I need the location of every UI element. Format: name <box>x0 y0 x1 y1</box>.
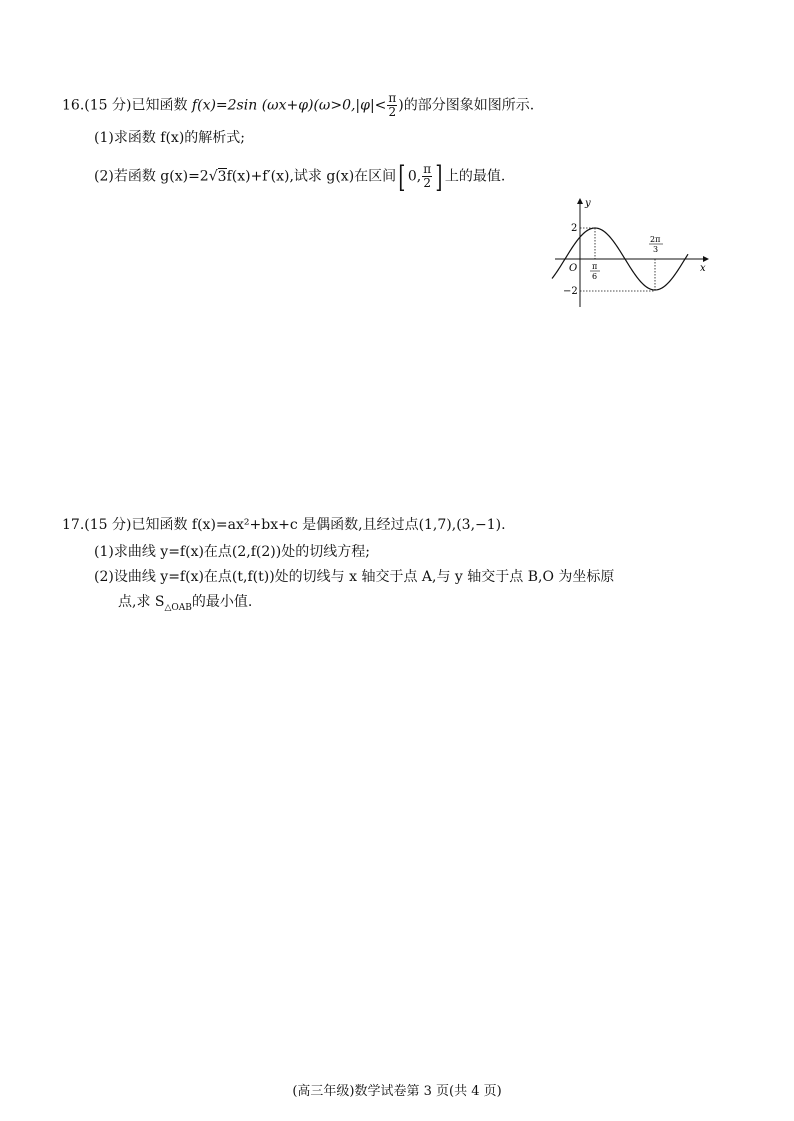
q17-part2-subscript: △OAB <box>164 603 192 613</box>
q16-number: 16. <box>62 97 85 114</box>
q16-stem-a: 已知函数 <box>131 97 192 114</box>
right-bracket: ] <box>435 159 443 195</box>
q16-part1 <box>94 128 245 148</box>
q17-part2-line1 <box>94 567 614 587</box>
q17-part2-text2b: 的最小值. <box>191 594 253 610</box>
left-bracket: [ <box>398 159 406 195</box>
q17-part2-text1: 设曲线 y=f(x)在点(t,f(t))处的切线与 x 轴交于点 A,与 y 轴交于点 B,O 为坐标原 <box>113 569 615 585</box>
q16-func: f(x)=2sin (ωx+φ)(ω>0,|φ|< <box>191 97 387 114</box>
q17-part1-label: (1) <box>94 544 114 560</box>
q17-part2-label: (2) <box>94 569 114 585</box>
q16-part1-label: (1) <box>94 130 114 146</box>
q16-stem-b: )的部分图象如图所示. <box>398 97 535 114</box>
sine-graph-figure <box>550 195 730 310</box>
y-min-label: −2 <box>563 286 578 297</box>
x-axis-label: x <box>700 263 706 274</box>
q17-part1 <box>94 542 370 562</box>
q16-sqrt3: 3 <box>217 168 227 185</box>
q16-part2-a: 若函数 g(x)=2 <box>113 168 209 185</box>
tick-pi-6-num: π <box>592 262 598 271</box>
q17-score: (15 分) <box>84 517 132 533</box>
q16-part2 <box>94 159 506 195</box>
q16-stem <box>62 92 534 119</box>
tick-pi-6-den: 6 <box>592 272 598 281</box>
y-max-label: 2 <box>571 223 578 234</box>
q16-interval-pi-over-2: $\frac{\pi}{2}$ <box>423 162 432 190</box>
q16-part2-b: f(x)+f′(x),试求 g(x)在区间 <box>226 168 397 185</box>
sqrt-sign: √ <box>208 168 218 185</box>
tick-2pi-3-num: 2π <box>650 235 661 244</box>
q17-part1-text: 求曲线 y=f(x)在点(2,f(2))处的切线方程; <box>113 544 370 560</box>
q16-pi-over-2: $\frac{\pi}{2}$ <box>388 91 397 119</box>
q16-part1-text: 求函数 f(x)的解析式; <box>113 130 246 146</box>
tick-2pi-3-den: 3 <box>653 245 659 254</box>
q17-stem-text: 已知函数 f(x)=ax²+bx+c 是偶函数,且经过点(1,7),(3,−1). <box>131 517 506 533</box>
page-footer: (高三年级)数学试卷第 3 页(共 4 页) <box>292 1084 502 1099</box>
origin-label: O <box>569 263 578 274</box>
q16-part2-label: (2) <box>94 168 114 185</box>
y-axis-label: y <box>585 198 591 209</box>
q16-score: (15 分) <box>84 97 132 114</box>
q17-part2-text2a: 点,求 S <box>118 594 165 610</box>
q17-part2-line2 <box>118 592 252 618</box>
q16-part2-c: 上的最值. <box>444 168 506 185</box>
q17-number: 17. <box>62 517 85 533</box>
q17-stem <box>62 515 506 535</box>
q16-interval-zero: 0, <box>407 168 422 185</box>
